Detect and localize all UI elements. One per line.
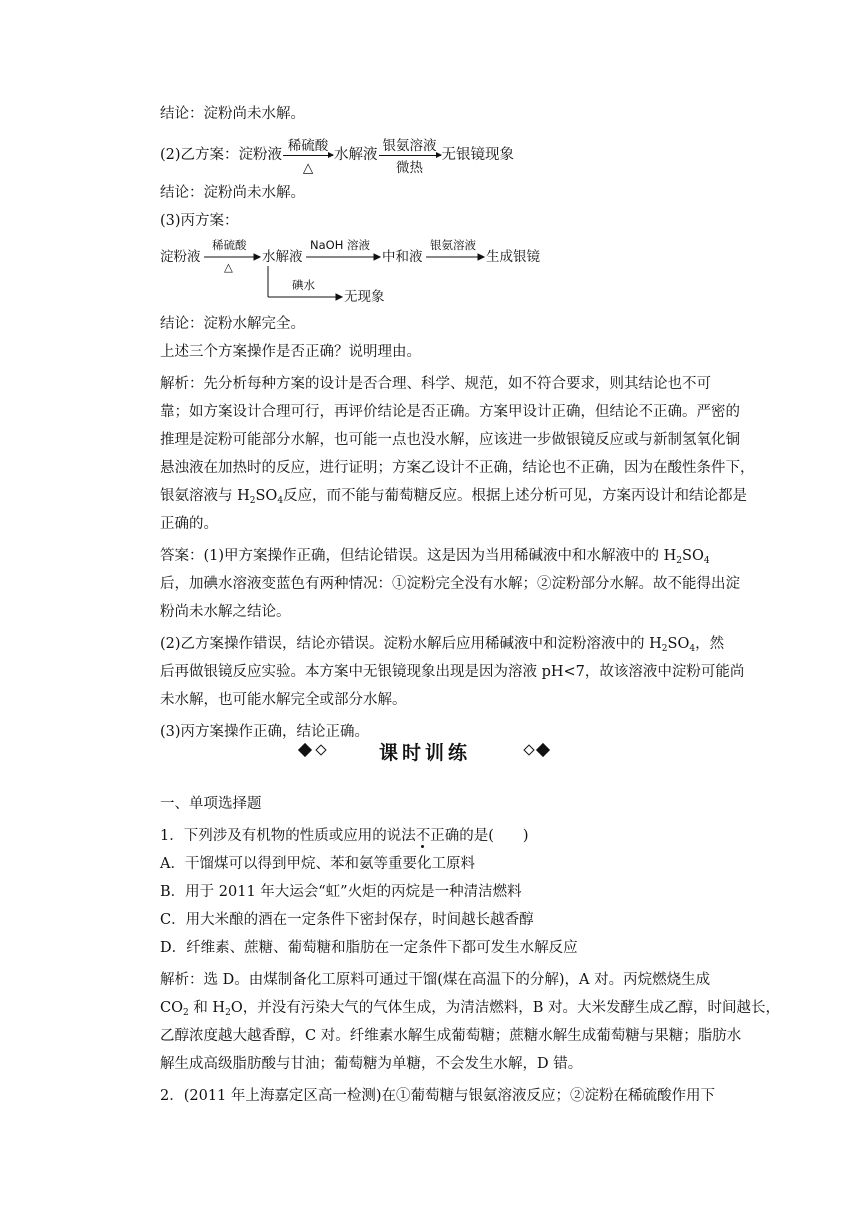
emphasis-dot: 不	[415, 828, 431, 844]
option-c: C．用大米酿的酒在一定条件下密封保存，时间越长越香醇	[160, 912, 534, 928]
solution-line: 解析：选 D。由煤制备化工原料可通过干馏(煤在高温下的分解)，A 对。丙烷燃烧生成	[160, 972, 711, 988]
solution-line: 解生成高级脂肪酸与甘油；葡萄糖为单糖，不会发生水解，D 错。	[160, 1056, 583, 1072]
scheme-c-heading: (3)丙方案：	[160, 213, 239, 229]
arrow-bottom-label: △	[302, 159, 314, 176]
arrow-top-label: 稀硫酸	[287, 137, 329, 154]
solution-line: 乙醇浓度越大越香醇，C 对。纤维素水解生成葡萄糖；蔗糖水解生成葡萄糖与果糖；脂肪水	[160, 1028, 742, 1044]
scheme-b-prefix: (2)乙方案：淀粉液	[160, 147, 283, 163]
conclusion-line-3: 结论：淀粉水解完全。	[160, 316, 305, 332]
answer-line: (3)丙方案操作正确，结论正确。	[160, 724, 370, 740]
answer-line: 后再做银镜反应实验。本方案中无银镜现象出现是因为溶液 pH<7，故该溶液中淀粉可能尚	[160, 664, 745, 680]
diagram-arrow1-bottom: △	[224, 260, 233, 274]
section-heading: 一、单项选择题	[160, 796, 262, 812]
banner-title: 课时训练	[378, 742, 471, 764]
scheme-c-diagram	[160, 240, 580, 310]
option-b: B．用于 2011 年大运会“虹”火炬的丙烷是一种清洁燃料	[160, 884, 522, 900]
scheme-b-mid: 水解液	[334, 147, 378, 163]
answer-line: 粉尚未水解之结论。	[160, 604, 291, 620]
answer-line: 后，加碘水溶液变蓝色有两种情况：①淀粉完全没有水解；②淀粉部分水解。故不能得出淀	[160, 576, 740, 592]
analysis-line: 正确的。	[160, 516, 218, 532]
section-banner	[300, 736, 550, 764]
diagram-node-silver-mirror: 生成银镜	[486, 249, 540, 265]
scheme-b-end: 无银镜现象	[441, 147, 515, 163]
option-a: A．干馏煤可以得到甲烷、苯和氨等重要化工原料	[160, 856, 475, 872]
analysis-line: 银氨溶液与 $H_2SO_4$反应，而不能与葡萄糖反应。根据上述分析可见，方案丙设计和结论都是	[160, 488, 748, 506]
diagram-node-neutralized: 中和液	[382, 249, 423, 265]
diagram-arrow1-top: 稀硫酸	[212, 238, 247, 252]
diagram-arrow2-top: NaOH 溶液	[310, 238, 371, 252]
scheme-b-line	[160, 137, 515, 176]
analysis-line: 靠；如方案设计合理可行，再评价结论是否正确。方案甲设计正确，但结论不正确。严密的	[160, 404, 740, 420]
solution-line: $CO_2$ 和 $H_2O$，并没有污染大气的气体生成，为清洁燃料，B 对。大米发酵生成乙醇，时间越长，	[160, 1000, 780, 1018]
option-d: D．纤维素、蔗糖、葡萄糖和脂肪在一定条件下都可发生水解反应	[160, 940, 578, 956]
question-2: 2．(2011 年上海嘉定区高一检测)在①葡萄糖与银氨溶液反应；②淀粉在稀硫酸作用下	[160, 1088, 716, 1104]
analysis-line: 推理是淀粉可能部分水解，也可能一点也没水解，应该进一步做银镜反应或与新制氢氧化铜	[160, 432, 740, 448]
diagram-start: 淀粉液	[160, 249, 201, 265]
reaction-arrow	[283, 137, 333, 176]
question-1: 1．下列涉及有机物的性质或应用的说法不正确的是( )	[160, 828, 529, 844]
analysis-line: 悬浊液在加热时的反应，进行证明；方案乙设计不正确，结论也不正确，因为在酸性条件下，	[160, 460, 755, 476]
diagram-arrow3-top: 银氨溶液	[430, 238, 476, 252]
answer-line: 未水解，也可能水解完全或部分水解。	[160, 692, 407, 708]
answer-line: (2)乙方案操作错误，结论亦错误。淀粉水解后应用稀碱液中和淀粉溶液中的 $H_2SO_4$，然	[160, 636, 725, 654]
arrow-top-label: 银氨溶液	[382, 137, 437, 154]
conclusion-line-1: 结论：淀粉尚未水解。	[160, 106, 305, 122]
diagram-branch-label: 碘水	[292, 278, 315, 292]
answer-line: 答案：(1)甲方案操作正确，但结论错误。这是因为当用稀碱液中和水解液中的 $H_2SO_4$	[160, 548, 710, 566]
conclusion-line-2: 结论：淀粉尚未水解。	[160, 185, 305, 201]
diagram-arrows	[160, 240, 580, 310]
diagram-node-hydrolysate: 水解液	[262, 249, 303, 265]
question-line: 上述三个方案操作是否正确？说明理由。	[160, 344, 421, 360]
analysis-line: 解析：先分析每种方案的设计是否合理、科学、规范，如不符合要求，则其结论也不可	[160, 376, 711, 392]
diagram-node-no-phenomenon: 无现象	[344, 289, 385, 305]
arrow-bottom-label: 微热	[396, 159, 424, 176]
reaction-arrow	[379, 137, 441, 176]
